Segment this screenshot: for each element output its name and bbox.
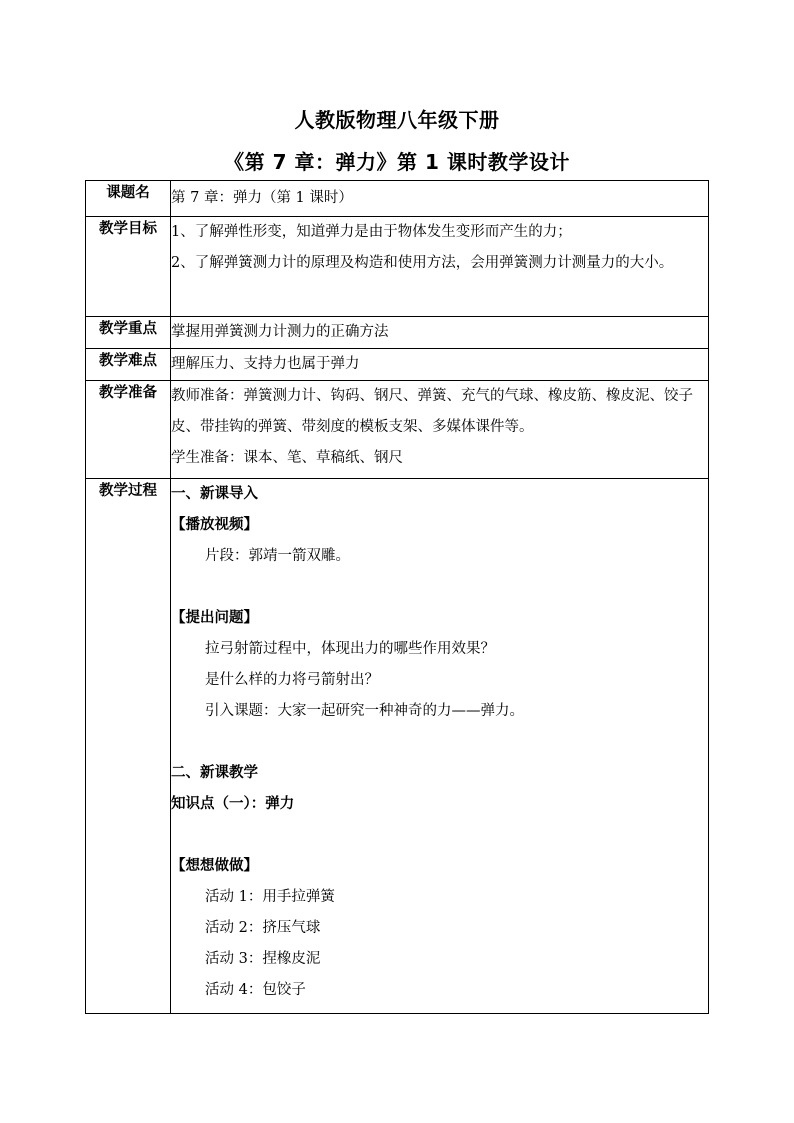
activity-3: 活动 3：捏橡皮泥 [205, 951, 321, 967]
row-key [86, 317, 709, 349]
value-prep [171, 381, 709, 479]
difficulty-text: 理解压力、支持力也属于弹力 [171, 356, 360, 372]
question-2: 是什么样的力将弓箭射出？ [205, 672, 379, 688]
row-topic [86, 181, 709, 217]
label-prep: 教学准备 [86, 381, 171, 479]
video-text: 片段：郭靖一箭双雕。 [205, 548, 350, 564]
row-process [86, 479, 709, 1014]
label-goals: 教学目标 [86, 217, 171, 317]
row-goals [86, 217, 709, 317]
question-1: 拉弓射箭过程中，体现出力的哪些作用效果？ [205, 641, 495, 657]
row-difficulty [86, 349, 709, 381]
value-process [171, 479, 709, 1014]
value-goals [171, 217, 709, 317]
row-prep [86, 381, 709, 479]
goal-line: 1、了解弹性形变，知道弹力是由于物体发生变形而产生的力； [171, 224, 572, 240]
tag-video: 【播放视频】 [171, 517, 258, 533]
activity-2: 活动 2：挤压气球 [205, 920, 321, 936]
label-difficulty: 教学难点 [86, 349, 171, 381]
label-key: 教学重点 [86, 317, 171, 349]
knowledge-point-1: 知识点（一）：弹力 [171, 796, 295, 812]
goal-line: 2、了解弹簧测力计的原理及构造和使用方法，会用弹簧测力计测量力的大小。 [171, 255, 674, 271]
tag-question: 【提出问题】 [171, 610, 258, 626]
doc-title: 人教版物理八年级下册 [294, 108, 500, 132]
value-topic [171, 181, 709, 217]
activity-4: 活动 4：包饺子 [205, 982, 306, 998]
label-topic: 课题名 [86, 181, 171, 217]
tag-think: 【想想做做】 [171, 858, 258, 874]
label-process: 教学过程 [86, 479, 171, 1014]
question-3: 引入课题：大家一起研究一种神奇的力——弹力。 [205, 703, 524, 719]
value-key [171, 317, 709, 349]
key-text: 掌握用弹簧测力计测力的正确方法 [171, 324, 389, 340]
doc-subtitle: 《第 7 章：弹力》第 1 课时教学设计 [224, 150, 570, 174]
lesson-plan-table [85, 180, 709, 1014]
teacher-prep: 教师准备：弹簧测力计、钩码、钢尺、弹簧、充气的气球、橡皮筋、橡皮泥、饺子皮、带挂钩的弹簧、带刻度的模板支架、多媒体课件等。 [171, 388, 693, 435]
section-teaching: 二、新课教学 [171, 765, 258, 781]
value-difficulty [171, 349, 709, 381]
activity-1: 活动 1：用手拉弹簧 [205, 889, 335, 905]
student-prep: 学生准备：课本、笔、草稿纸、钢尺 [171, 450, 403, 466]
topic-text: 第 7 章：弹力（第 1 课时） [171, 190, 353, 206]
section-intro: 一、新课导入 [171, 486, 258, 502]
